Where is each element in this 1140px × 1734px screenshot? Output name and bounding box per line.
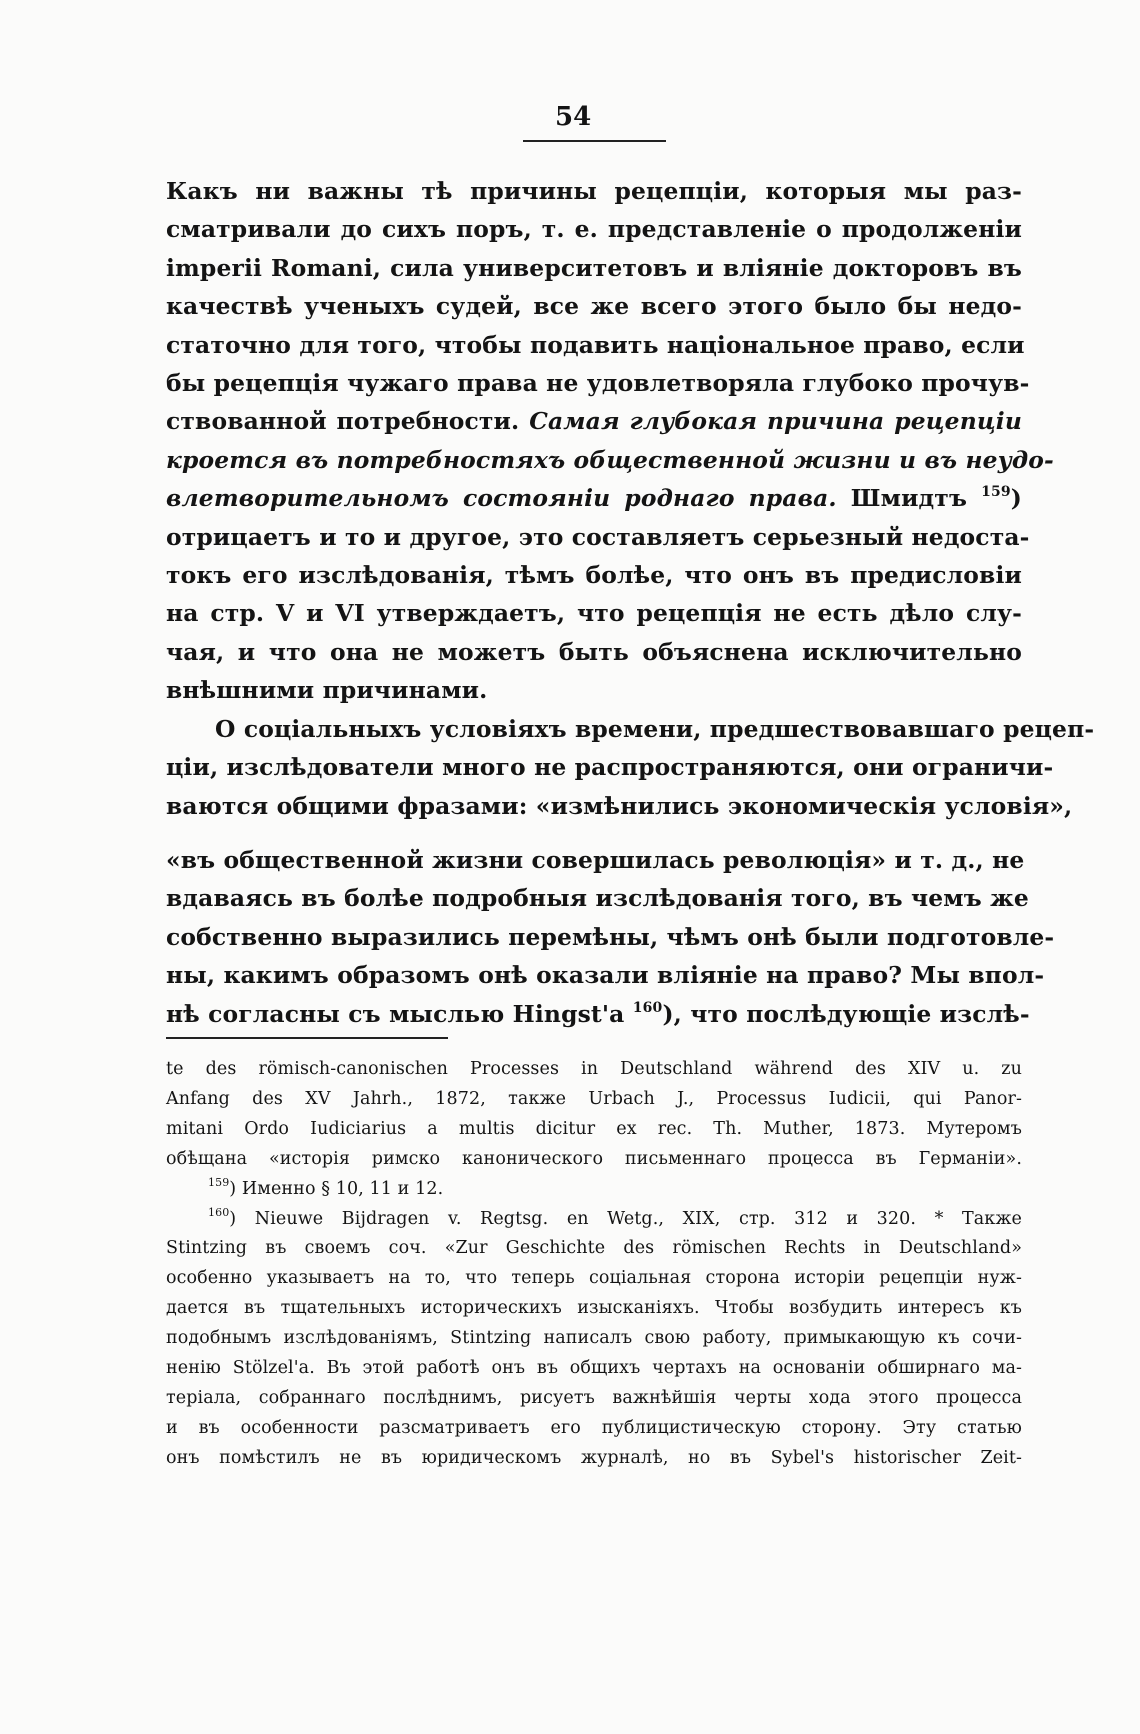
footnote-line: и въ особенности разсматриваетъ его публицистическую сторону. Эту статью: [166, 1417, 1022, 1438]
page-number: 54: [555, 102, 592, 132]
text-line: [166, 479, 1022, 517]
text-line: вдаваясь въ болѣе подробныя изслѣдованія того, въ чемъ же: [166, 884, 1029, 913]
text-line: токъ его изслѣдованія, тѣмъ болѣе, что онъ въ предисловіи: [166, 561, 1022, 590]
text-line: [166, 402, 1022, 440]
footnote-line: te des römisch-canonischen Processes in Deutschland während des XIV u. zu: [166, 1059, 1022, 1079]
footnote-number: 159: [208, 1175, 230, 1189]
text-line: собственно выразились перемѣны, чѣмъ онѣ были подготовле-: [166, 922, 1055, 951]
text-line: отрицаетъ и то и другое, это составляетъ серьезный недоста-: [166, 522, 1030, 551]
text-line: [166, 441, 1054, 479]
text-line: бы рецепція чужаго права не удовлетворяла глубоко прочув-: [166, 369, 1030, 398]
main-text: [166, 172, 1095, 1033]
text-line: ваются общими фразами: «измѣнились экономическія условія»,: [166, 791, 1073, 820]
footnote-line: [166, 1175, 1022, 1205]
footnote-line: Stintzing въ своемъ соч. «Zur Geschichte des römischen Rechts in Deutschland»: [166, 1238, 1022, 1259]
footnote-line: mitani Ordo Iudiciarius a multis dicitur ex rec. Th. Muther, 1873. Мутеромъ: [166, 1118, 1022, 1139]
text-line: «въ общественной жизни совершилась революція» и т. д., не: [166, 845, 1025, 874]
italic-segment: кроется въ потребностяхъ общественной жизни и въ неудо-: [166, 445, 1054, 474]
header-rule: [523, 140, 666, 142]
footnote-text: ) Nieuwe Bijdragen v. Regtsg. en Wetg., XIX, стр. 312 и 320. * Также: [229, 1208, 1022, 1229]
footnote-line: [166, 1205, 1022, 1235]
text-segment: ): [1010, 484, 1022, 513]
text-line: ціи, изслѣдователи много не распространяются, они ограничи-: [166, 753, 1054, 782]
text-line: [166, 995, 1030, 1033]
footnote-text: ) Именно § 10, 11 и 12.: [229, 1178, 444, 1199]
footnote-line: дается въ тщательныхъ историческихъ изысканіяхъ. Чтобы возбудить интересъ къ: [166, 1298, 1022, 1319]
footnote-rule: [166, 1037, 448, 1039]
italic-segment: Самая глубокая причина рецепціи: [529, 407, 1022, 436]
text-line: ны, какимъ образомъ онѣ оказали вліяніе на право? Мы впол-: [166, 961, 1045, 990]
text-line: О соціальныхъ условіяхъ времени, предшествовавшаго рецеп-: [215, 714, 1095, 743]
text-line: качествѣ ученыхъ судей, все же всего этого было бы недо-: [166, 292, 1022, 321]
text-line: сматривали до сихъ поръ, т. е. представленіе о продолженіи: [166, 215, 1022, 244]
footnote-line: особенно указываетъ на то, что теперь соціальная сторона исторіи рецепціи нуж-: [166, 1268, 1022, 1289]
text-line: внѣшними причинами.: [166, 676, 488, 705]
text-segment: Шмидтъ: [836, 484, 982, 513]
text-segment: нѣ согласны съ мыслью Hingst'a: [166, 999, 633, 1028]
text-line: на стр. V и VI утверждаетъ, что рецепція не есть дѣло слу-: [166, 599, 1022, 628]
footnote-line: Anfang des XV Jahrh., 1872, также Urbach J., Processus Iudicii, qui Panor-: [166, 1088, 1022, 1109]
footnote-ref: 159: [981, 484, 1011, 501]
text-line: imperii Romani, сила университетовъ и вліяніе докторовъ въ: [166, 253, 1022, 282]
footnote-ref: 160: [632, 999, 663, 1016]
text-segment: ), что послѣдующіе изслѣ-: [662, 999, 1030, 1028]
footnote-number: 160: [208, 1205, 230, 1219]
italic-segment: влетворительномъ состояніи роднаго права.: [166, 484, 837, 513]
footnote-line: теріала, собраннаго послѣднимъ, рисуетъ важнѣйшія черты хода этого процесса: [166, 1387, 1022, 1408]
footnote-line: подобнымъ изслѣдованіямъ, Stintzing написалъ свою работу, примыкающую къ сочи-: [166, 1328, 1022, 1349]
text-line: чая, и что она не можетъ быть объяснена исключительно: [166, 637, 1022, 666]
text-line: статочно для того, чтобы подавить національное право, если: [166, 330, 1025, 359]
text-line: Какъ ни важны тѣ причины рецепціи, которыя мы раз-: [166, 177, 1022, 205]
footnote-line: онъ помѣстилъ не въ юридическомъ журналѣ, но въ Sybel's historischer Zeit-: [166, 1447, 1022, 1468]
footnote-line: ненію Stölzel'a. Въ этой работѣ онъ въ общихъ чертахъ на основаніи обширнаго ма-: [166, 1358, 1022, 1379]
footnote-line: обѣщана «исторія римско канонического письменнаго процесса въ Германіи».: [166, 1148, 1022, 1169]
footnotes: [166, 1055, 1022, 1474]
text-segment: ствованной потребности.: [166, 407, 530, 436]
